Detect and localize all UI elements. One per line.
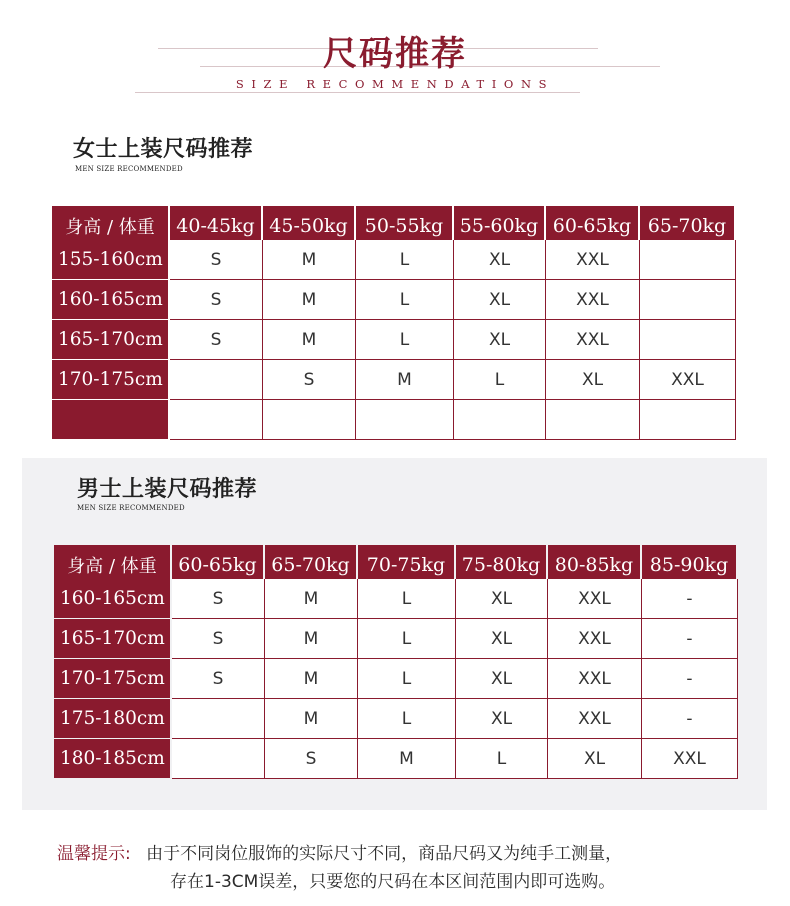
women-size-cell: XXL bbox=[640, 360, 736, 400]
men-section-title: 男士上装尺码推荐 bbox=[77, 477, 258, 502]
women-height-label: 155-160cm bbox=[52, 240, 168, 279]
men-size-cell: L bbox=[358, 699, 456, 739]
page-title: 尺码推荐 bbox=[323, 34, 467, 74]
men-size-cell: M bbox=[265, 699, 358, 739]
note-text-2: 存在1-3CM误差，只要您的尺码在本区间范围内即可选购。 bbox=[170, 872, 616, 892]
women-height-label: 170-175cm bbox=[52, 360, 168, 399]
men-weight-header: 60-65kg bbox=[172, 545, 263, 585]
men-size-cell: XL bbox=[548, 739, 642, 779]
header-line-bottom bbox=[135, 92, 580, 93]
women-size-cell bbox=[170, 360, 263, 400]
men-size-cell: XL bbox=[456, 579, 548, 619]
women-corner-header: 身高 / 体重 bbox=[52, 206, 168, 246]
men-size-cell: XXL bbox=[548, 659, 642, 699]
men-weight-header: 75-80kg bbox=[456, 545, 546, 585]
women-size-cell: XXL bbox=[546, 320, 640, 360]
women-weight-header: 55-60kg bbox=[454, 206, 544, 246]
men-height-label: 170-175cm bbox=[54, 659, 170, 698]
women-weight-header: 50-55kg bbox=[356, 206, 452, 246]
men-size-cell: L bbox=[456, 739, 548, 779]
men-size-cell: M bbox=[265, 659, 358, 699]
women-weight-header: 60-65kg bbox=[546, 206, 638, 246]
men-weight-header: 70-75kg bbox=[358, 545, 454, 585]
men-section-subtitle: MEN SIZE RECOMMENDED bbox=[77, 504, 185, 512]
men-height-label: 180-185cm bbox=[54, 739, 170, 778]
women-size-cell: L bbox=[356, 320, 454, 360]
men-size-cell: M bbox=[358, 739, 456, 779]
women-size-cell: M bbox=[356, 360, 454, 400]
women-size-cell: M bbox=[263, 240, 356, 280]
women-size-cell: M bbox=[263, 280, 356, 320]
men-size-cell: XXL bbox=[642, 739, 738, 779]
men-size-cell: S bbox=[265, 739, 358, 779]
women-size-cell: XXL bbox=[546, 240, 640, 280]
women-size-cell bbox=[640, 320, 736, 360]
women-size-cell: XL bbox=[546, 360, 640, 400]
men-height-label: 175-180cm bbox=[54, 699, 170, 738]
men-height-label: 160-165cm bbox=[54, 579, 170, 618]
men-size-cell: - bbox=[642, 659, 738, 699]
men-size-cell bbox=[172, 699, 265, 739]
women-size-cell bbox=[546, 400, 640, 440]
men-size-cell bbox=[172, 739, 265, 779]
men-size-cell: XL bbox=[456, 619, 548, 659]
women-section-title: 女士上装尺码推荐 bbox=[73, 137, 254, 162]
women-size-cell bbox=[454, 400, 546, 440]
women-height-label bbox=[52, 400, 168, 439]
men-size-cell: XXL bbox=[548, 619, 642, 659]
women-size-cell: XXL bbox=[546, 280, 640, 320]
men-size-cell: - bbox=[642, 699, 738, 739]
men-size-cell: S bbox=[172, 619, 265, 659]
note-label: 温馨提示: bbox=[57, 844, 131, 864]
women-size-cell bbox=[170, 400, 263, 440]
men-size-cell: XXL bbox=[548, 579, 642, 619]
men-size-cell: L bbox=[358, 579, 456, 619]
men-size-cell: M bbox=[265, 619, 358, 659]
women-size-cell: S bbox=[170, 240, 263, 280]
women-size-cell: L bbox=[454, 360, 546, 400]
women-weight-header: 45-50kg bbox=[263, 206, 354, 246]
note-line-1 bbox=[57, 840, 777, 868]
women-size-cell: S bbox=[170, 320, 263, 360]
women-size-cell bbox=[640, 280, 736, 320]
women-height-label: 165-170cm bbox=[52, 320, 168, 359]
men-size-cell: L bbox=[358, 659, 456, 699]
women-size-table bbox=[52, 206, 736, 440]
men-size-cell: XXL bbox=[548, 699, 642, 739]
men-weight-header: 65-70kg bbox=[265, 545, 356, 585]
men-size-table bbox=[54, 545, 738, 779]
men-size-cell: XL bbox=[456, 699, 548, 739]
men-size-cell: L bbox=[358, 619, 456, 659]
women-weight-header: 40-45kg bbox=[170, 206, 261, 246]
women-size-cell: L bbox=[356, 240, 454, 280]
women-size-cell bbox=[356, 400, 454, 440]
men-size-cell: - bbox=[642, 579, 738, 619]
women-size-cell bbox=[263, 400, 356, 440]
page-subtitle: SIZE RECOMMENDATIONS bbox=[235, 77, 555, 91]
women-size-cell: S bbox=[263, 360, 356, 400]
women-size-cell bbox=[640, 240, 736, 280]
women-size-cell: S bbox=[170, 280, 263, 320]
men-height-label: 165-170cm bbox=[54, 619, 170, 658]
women-size-cell bbox=[640, 400, 736, 440]
men-size-cell: - bbox=[642, 619, 738, 659]
men-corner-header: 身高 / 体重 bbox=[54, 545, 170, 585]
men-weight-header: 80-85kg bbox=[548, 545, 640, 585]
women-size-cell: XL bbox=[454, 280, 546, 320]
women-size-cell: M bbox=[263, 320, 356, 360]
men-weight-header: 85-90kg bbox=[642, 545, 736, 585]
women-size-cell: XL bbox=[454, 240, 546, 280]
men-size-cell: M bbox=[265, 579, 358, 619]
men-size-cell: S bbox=[172, 579, 265, 619]
women-section-subtitle: MEN SIZE RECOMMENDED bbox=[75, 165, 183, 173]
women-size-cell: L bbox=[356, 280, 454, 320]
women-weight-header: 65-70kg bbox=[640, 206, 734, 246]
women-size-cell: XL bbox=[454, 320, 546, 360]
men-size-cell: S bbox=[172, 659, 265, 699]
women-height-label: 160-165cm bbox=[52, 280, 168, 319]
men-size-cell: XL bbox=[456, 659, 548, 699]
size-note bbox=[57, 840, 777, 896]
note-text-1: 由于不同岗位服饰的实际尺寸不同，商品尺码又为纯手工测量， bbox=[146, 844, 623, 864]
